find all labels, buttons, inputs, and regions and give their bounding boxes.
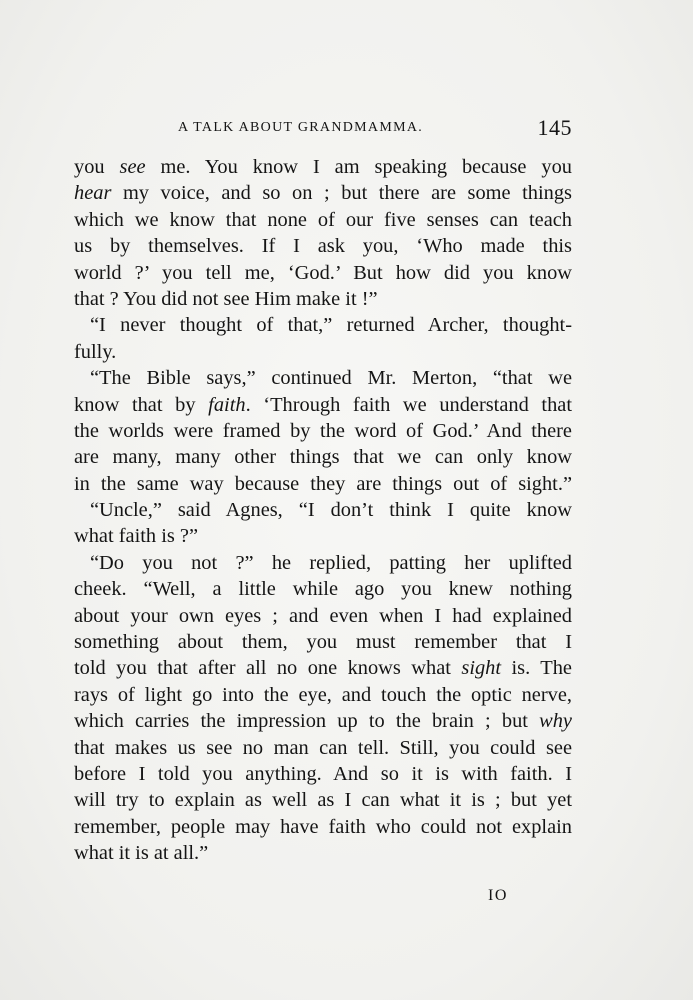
text-line: remember, people may have faith who could not explain [74, 815, 572, 838]
text-line: what it is at all.” [74, 842, 209, 865]
text-line: “I never thought of that,” returned Archer, thought- [90, 314, 572, 337]
text-line: which we know that none of our five senses can teach [74, 208, 572, 231]
text-line: about your own eyes ; and even when I had explained [74, 604, 572, 627]
text-line: fully. [74, 340, 117, 363]
italic-word: faith [208, 393, 246, 416]
text-line: are many, many other things that we can only know [74, 446, 572, 469]
text-line: the worlds were framed by the word of God.’ And there [74, 419, 572, 442]
text-line: us by themselves. If I ask you, ‘Who made this [74, 235, 572, 258]
text-line: rays of light go into the eye, and touch the optic nerve, [74, 683, 572, 706]
text-line: that ? You did not see Him make it !” [74, 287, 378, 310]
text-line: before I told you anything. And so it is with faith. I [74, 762, 572, 785]
text-line: cheek. “Well, a little while ago you knew nothing [74, 578, 572, 601]
text-line: in the same way because they are things out of sight.” [74, 472, 572, 495]
running-title: A TALK ABOUT GRANDMAMMA. [178, 120, 424, 135]
italic-word: see [119, 156, 146, 178]
text-line: what faith is ?” [74, 525, 198, 548]
text-line: “Do you not ?” he replied, patting her uplifted [90, 551, 572, 574]
text-line: “Uncle,” said Agnes, “I don’t think I quite know [90, 499, 572, 522]
page-header [74, 117, 572, 141]
text-line: hear my voice, and so on ; but there are some things [74, 182, 572, 205]
italic-word: why [539, 710, 572, 733]
text-line: that makes us see no man can tell. Still, you could see [74, 736, 572, 759]
text-line: “The Bible says,” continued Mr. Merton, “that we [90, 367, 572, 390]
body-text [74, 154, 572, 867]
text-line: you see me. You know I am speaking because you [74, 156, 573, 178]
signature-mark: IO [488, 887, 508, 904]
text-line: something about them, you must remember that I [74, 631, 572, 654]
italic-word: hear [74, 182, 112, 205]
text-line: which carries the impression up to the brain ; but why [74, 710, 572, 733]
page-number: 145 [537, 115, 572, 140]
text-line: know that by faith. ‘Through faith we understand that [74, 393, 572, 416]
text-line: told you that after all no one knows what sight is. The [74, 657, 572, 680]
text-line: world ?’ you tell me, ‘God.’ But how did you know [74, 261, 572, 284]
italic-word: sight [461, 657, 502, 680]
text-line: will try to explain as well as I can what it is ; but yet [74, 789, 572, 812]
